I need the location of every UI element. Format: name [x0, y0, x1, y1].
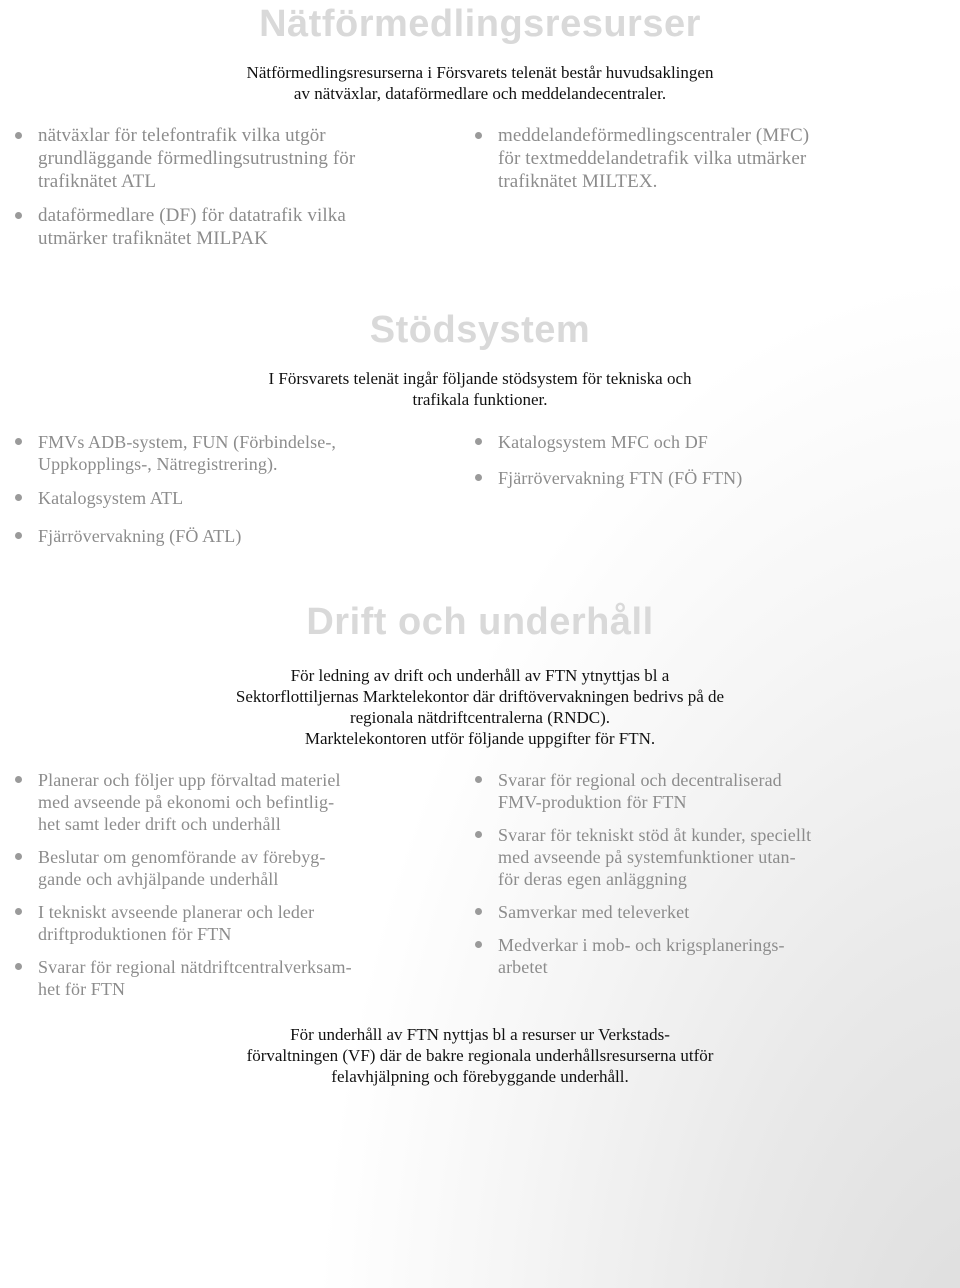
list-item: nätväxlar för telefontrafik vilka utgör grundläggande förmedlingsutrustning för trafiknätet ATL [6, 124, 446, 193]
intro-line: Sektorflottiljernas Marktelekontor där driftövervakningen bedrivs på de [235, 687, 725, 706]
list-item: Fjärrövervakning FTN (FÖ FTN) [466, 467, 946, 489]
bullet-icon [15, 776, 22, 783]
intro-line: Nätförmedlingsresurserna i Försvarets telenät består huvudsaklingen [246, 63, 714, 82]
list-item: Svarar för regional och decentraliserad FMV-produktion för FTN [466, 769, 946, 813]
closing-line: förvaltningen (VF) där de bakre regionala underhållsresurserna utför [246, 1046, 714, 1065]
bullet-icon [15, 853, 22, 860]
list-item: Svarar för regional nätdriftcentralverksam- het för FTN [6, 956, 456, 1000]
section3-right-list [466, 769, 946, 978]
section1-left-list [6, 124, 446, 250]
bullet-icon [475, 908, 482, 915]
section2-left-list [6, 431, 446, 547]
closing-line: felavhjälpning och förebyggande underhåll. [331, 1067, 629, 1086]
closing-line: För underhåll av FTN nyttjas bl a resurser ur Verkstads- [290, 1025, 670, 1044]
intro-line: av nätväxlar, dataförmedlare och meddelandecentraler. [293, 84, 667, 103]
bullet-icon [15, 494, 22, 501]
list-item: Katalogsystem ATL [6, 487, 446, 509]
section-heading-stodsystem: Stödsystem [369, 309, 591, 351]
section1-intro [150, 62, 810, 104]
list-item: dataförmedlare (DF) för datatrafik vilka utmärker trafiknätet MILPAK [6, 204, 446, 250]
list-item: Samverkar med televerket [466, 901, 946, 923]
bullet-icon [475, 474, 482, 481]
section3-closing [130, 1024, 830, 1087]
intro-line: trafikala funktioner. [412, 390, 548, 409]
section2-right-list [466, 431, 946, 489]
list-item: Medverkar i mob- och krigsplanerings- arbetet [466, 934, 946, 978]
list-item: I tekniskt avseende planerar och leder driftproduktionen för FTN [6, 901, 456, 945]
list-item: Planerar och följer upp förvaltad materiel med avseende på ekonomi och befintlig- het samt leder drift och underhåll [6, 769, 456, 835]
intro-line: Marktelekontoren utför följande uppgifter för FTN. [304, 729, 656, 748]
bullet-icon [475, 831, 482, 838]
list-item: FMVs ADB-system, FUN (Förbindelse-, Uppkopplings-, Nätregistrering). [6, 431, 446, 475]
section1-right-list [466, 124, 946, 193]
bullet-icon [475, 132, 482, 139]
intro-line: För ledning av drift och underhåll av FTN ytnyttjas bl a [290, 666, 670, 685]
list-item: Fjärrövervakning (FÖ ATL) [6, 525, 446, 547]
section3-left-list [6, 769, 456, 1000]
bullet-icon [15, 963, 22, 970]
section2-intro [170, 368, 790, 410]
list-item: Beslutar om genomförande av förebyg- gande och avhjälpande underhåll [6, 846, 456, 890]
bullet-icon [475, 438, 482, 445]
bullet-icon [15, 532, 22, 539]
bullet-icon [15, 908, 22, 915]
bullet-icon [15, 212, 22, 219]
section-heading-drift-och-underhall: Drift och underhåll [306, 601, 654, 643]
section3-intro [130, 665, 830, 749]
intro-line: regionala nätdriftcentralerna (RNDC). [349, 708, 611, 727]
list-item: Katalogsystem MFC och DF [466, 431, 946, 453]
list-item: meddelandeförmedlingscentraler (MFC) för textmeddelandetrafik vilka utmärker trafiknätet MILTEX. [466, 124, 946, 193]
intro-line: I Försvarets telenät ingår följande stödsystem för tekniska och [268, 369, 692, 388]
bullet-icon [475, 941, 482, 948]
bullet-icon [15, 132, 22, 139]
list-item: Svarar för tekniskt stöd åt kunder, speciellt med avseende på systemfunktioner utan- för deras egen anläggning [466, 824, 946, 890]
section-heading-natformedlingsresurser: Nätförmedlingsresurser [259, 3, 701, 45]
bullet-icon [475, 776, 482, 783]
bullet-icon [15, 438, 22, 445]
